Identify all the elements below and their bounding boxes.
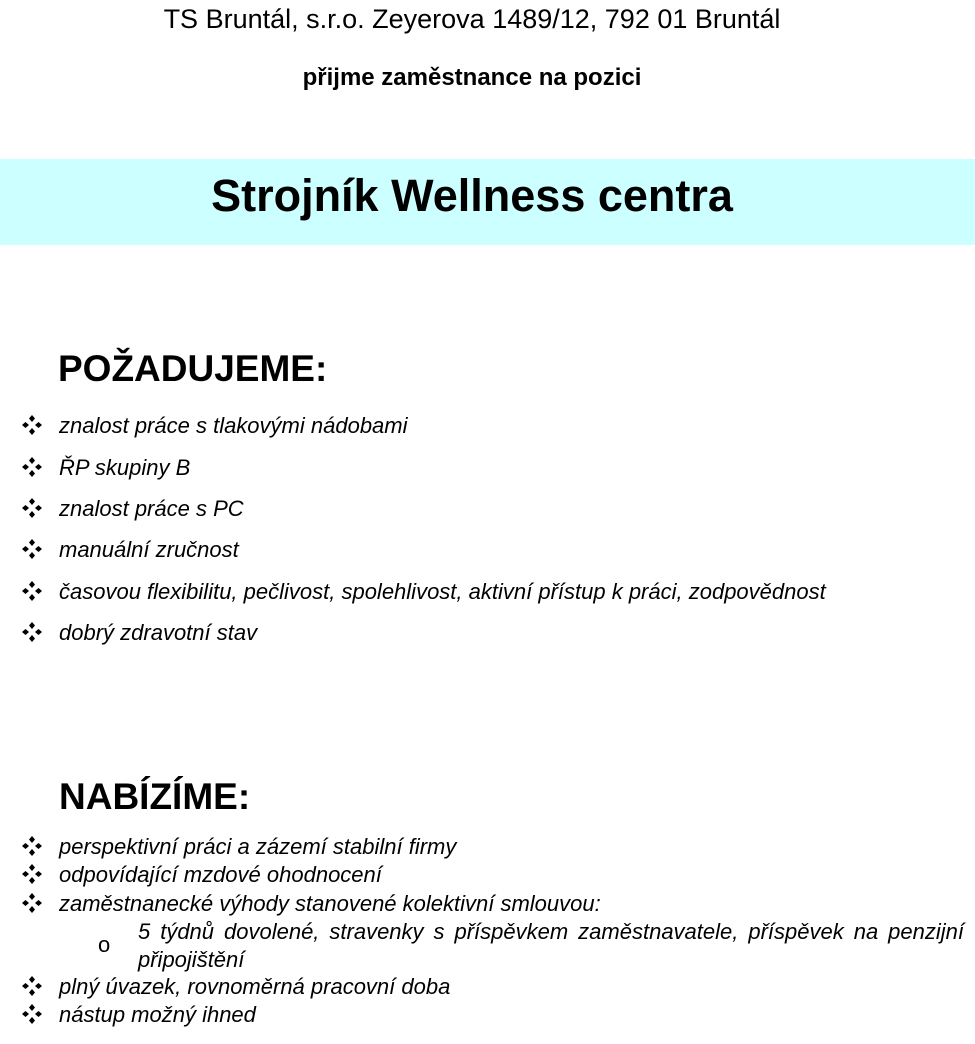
requirement-text: znalost práce s PC xyxy=(59,496,244,521)
position-title: Strojník Wellness centra xyxy=(211,170,733,221)
requirement-text: ŘP skupiny B xyxy=(59,455,191,480)
offer-item xyxy=(0,862,975,892)
requirement-item xyxy=(0,620,975,650)
offer-item xyxy=(0,1002,975,1032)
offer-item xyxy=(0,891,975,921)
four-diamond-bullet-icon xyxy=(20,455,44,479)
offer-heading: NABÍZÍME: xyxy=(59,776,251,817)
requirement-item xyxy=(0,537,975,567)
four-diamond-bullet-icon xyxy=(20,620,44,644)
requirement-text: znalost práce s tlakovými nádobami xyxy=(59,413,408,438)
four-diamond-bullet-icon xyxy=(20,891,44,915)
offer-item xyxy=(0,834,975,864)
requirement-text: dobrý zdravotní stav xyxy=(59,620,258,645)
requirement-item xyxy=(0,413,975,443)
requirements-heading: POŽADUJEME: xyxy=(58,348,328,389)
four-diamond-bullet-icon xyxy=(20,1002,44,1026)
hiring-subtitle: přijme zaměstnance na pozici xyxy=(302,64,642,91)
four-diamond-bullet-icon xyxy=(20,537,44,561)
offer-text: odpovídající mzdové ohodnocení xyxy=(59,862,382,887)
requirement-item xyxy=(0,579,975,609)
four-diamond-bullet-icon xyxy=(20,579,44,603)
offer-text: nástup možný ihned xyxy=(59,1002,256,1027)
four-diamond-bullet-icon xyxy=(20,834,44,858)
requirement-item xyxy=(0,496,975,526)
sub-bullet-marker: o xyxy=(98,932,111,957)
four-diamond-bullet-icon xyxy=(20,413,44,437)
requirement-text: časovou flexibilitu, pečlivost, spolehlivost, aktivní přístup k práci, zodpovědnost xyxy=(59,579,826,604)
offer-text: plný úvazek, rovnoměrná pracovní doba xyxy=(59,974,451,999)
four-diamond-bullet-icon xyxy=(20,862,44,886)
benefits-detail: 5 týdnů dovolené, stravenky s příspěvkem zaměstnavatele, příspěvek na penzijní připojištění xyxy=(138,919,964,972)
offer-text: perspektivní práci a zázemí stabilní firmy xyxy=(59,834,457,859)
company-address: TS Bruntál, s.r.o. Zeyerova 1489/12, 792 01 Bruntál xyxy=(163,4,781,34)
offer-text: zaměstnanecké výhody stanovené kolektivní smlouvou: xyxy=(59,891,601,916)
four-diamond-bullet-icon xyxy=(20,496,44,520)
four-diamond-bullet-icon xyxy=(20,974,44,998)
offer-item xyxy=(0,974,975,1004)
requirement-text: manuální zručnost xyxy=(59,537,239,562)
requirement-item xyxy=(0,455,975,485)
